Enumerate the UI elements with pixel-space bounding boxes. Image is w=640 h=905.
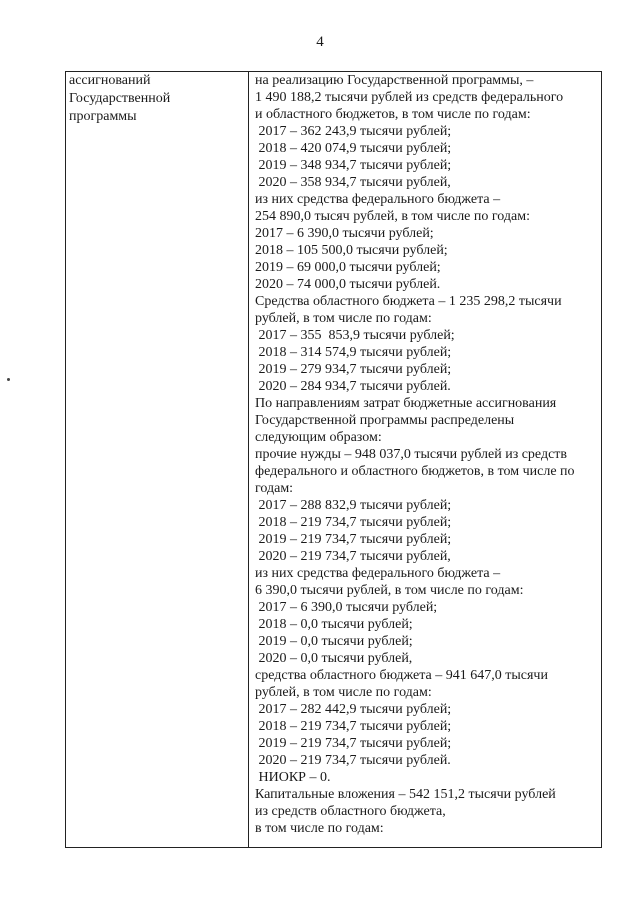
- content-line: НИОКР – 0.: [255, 770, 331, 785]
- content-line: рублей, в том числе по годам:: [255, 685, 432, 700]
- content-line: 2017 – 362 243,9 тысячи рублей;: [255, 124, 452, 139]
- content-line: федерального и областного бюджетов, в том числе по: [255, 464, 575, 479]
- content-line: 2019 – 348 934,7 тысячи рублей;: [255, 158, 452, 173]
- content-line: 2018 – 314 574,9 тысячи рублей;: [255, 345, 452, 360]
- content-line: 2019 – 219 734,7 тысячи рублей;: [255, 532, 452, 547]
- content-line: Средства областного бюджета – 1 235 298,2 тысячи: [255, 294, 562, 309]
- table-label-cell: [66, 72, 249, 847]
- content-line: средства областного бюджета – 941 647,0 тысячи: [255, 668, 548, 683]
- content-line: 2020 – 0,0 тысячи рублей,: [255, 651, 413, 666]
- content-line: 2020 – 219 734,7 тысячи рублей,: [255, 549, 451, 564]
- content-line: 2017 – 282 442,9 тысячи рублей;: [255, 702, 452, 717]
- content-line: 2020 – 74 000,0 тысячи рублей.: [255, 277, 441, 292]
- page-number: 4: [316, 34, 324, 50]
- content-line: 2017 – 355 853,9 тысячи рублей;: [255, 328, 455, 343]
- content-line: 2019 – 219 734,7 тысячи рублей;: [255, 736, 452, 751]
- content-line: на реализацию Государственной программы, –: [255, 73, 534, 88]
- label-line: программы: [69, 109, 137, 124]
- content-line: из них средства федерального бюджета –: [255, 192, 501, 207]
- content-line: 2018 – 105 500,0 тысячи рублей;: [255, 243, 448, 258]
- content-line: 2018 – 219 734,7 тысячи рублей;: [255, 515, 452, 530]
- content-line: 2020 – 219 734,7 тысячи рублей.: [255, 753, 451, 768]
- content-line: из средств областного бюджета,: [255, 804, 446, 819]
- budget-table: [65, 71, 602, 848]
- label-line: Государственной: [69, 91, 171, 106]
- content-line: годам:: [255, 481, 294, 496]
- content-line: 2017 – 6 390,0 тысячи рублей;: [255, 226, 434, 241]
- table-content-cell: [249, 72, 601, 847]
- content-line: 6 390,0 тысячи рублей, в том числе по годам:: [255, 583, 524, 598]
- content-line: Государственной программы распределены: [255, 413, 515, 428]
- content-line: 2020 – 358 934,7 тысячи рублей,: [255, 175, 451, 190]
- content-line: 2017 – 6 390,0 тысячи рублей;: [255, 600, 438, 615]
- content-line: 2019 – 279 934,7 тысячи рублей;: [255, 362, 452, 377]
- content-line: следующим образом:: [255, 430, 382, 445]
- content-line: прочие нужды – 948 037,0 тысячи рублей из средств: [255, 447, 568, 462]
- content-line: 2018 – 219 734,7 тысячи рублей;: [255, 719, 452, 734]
- content-line: 2020 – 284 934,7 тысячи рублей.: [255, 379, 451, 394]
- content-line: 254 890,0 тысяч рублей, в том числе по годам:: [255, 209, 530, 224]
- content-line: в том числе по годам:: [255, 821, 384, 836]
- content-line: рублей, в том числе по годам:: [255, 311, 432, 326]
- content-line: 1 490 188,2 тысячи рублей из средств федерального: [255, 90, 564, 105]
- content-line: 2018 – 0,0 тысячи рублей;: [255, 617, 413, 632]
- label-line: ассигнований: [69, 73, 151, 88]
- scan-speck: [7, 378, 10, 381]
- content-line: 2019 – 69 000,0 тысячи рублей;: [255, 260, 441, 275]
- content-line: 2019 – 0,0 тысячи рублей;: [255, 634, 413, 649]
- content-line: По направлениям затрат бюджетные ассигнования: [255, 396, 557, 411]
- content-line: 2018 – 420 074,9 тысячи рублей;: [255, 141, 452, 156]
- content-line: из них средства федерального бюджета –: [255, 566, 501, 581]
- content-line: Капитальные вложения – 542 151,2 тысячи рублей: [255, 787, 556, 802]
- content-line: и областного бюджетов, в том числе по годам:: [255, 107, 531, 122]
- content-line: 2017 – 288 832,9 тысячи рублей;: [255, 498, 452, 513]
